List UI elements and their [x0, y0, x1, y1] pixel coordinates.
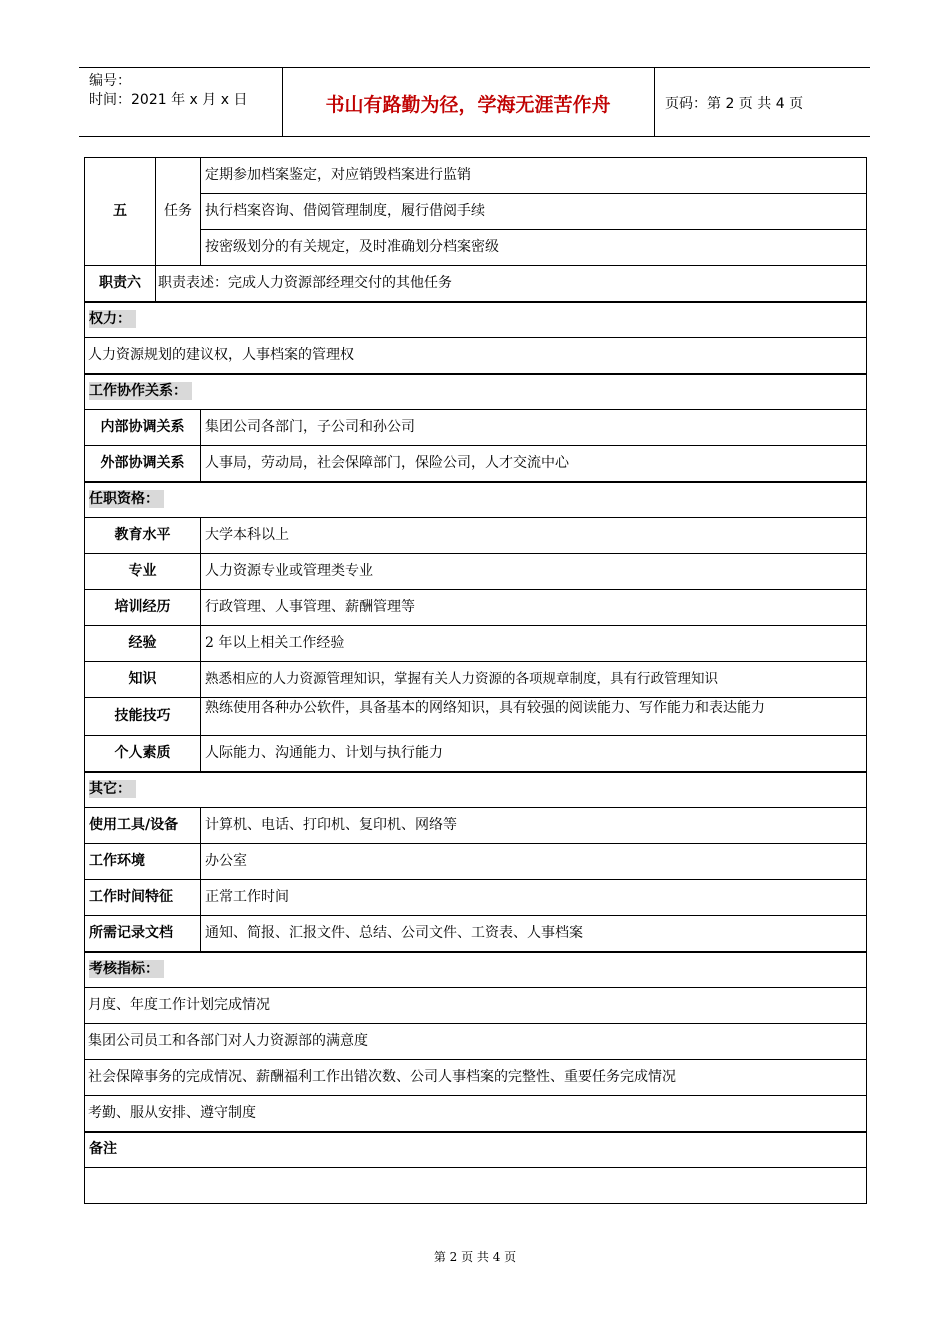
duty6-row [85, 266, 867, 302]
qualification-label: 专业 [85, 554, 201, 590]
other-value: 办公室 [201, 844, 867, 880]
qualification-row [85, 554, 867, 590]
other-label: 所需记录文档 [85, 916, 201, 952]
qualifications-title-text: 任职资格： [89, 490, 164, 508]
other-value: 通知、简报、汇报文件、总结、公司文件、工资表、人事档案 [201, 916, 867, 952]
qualification-row [85, 626, 867, 662]
duty6-label: 职责六 [85, 266, 156, 302]
duty5-row [85, 158, 867, 194]
kpi-item: 考勤、服从安排、遵守制度 [85, 1096, 867, 1132]
remarks-text [85, 1168, 867, 1204]
qualification-value: 行政管理、人事管理、薪酬管理等 [201, 590, 867, 626]
duty6-text: 职责表述：完成人力资源部经理交付的其他任务 [156, 266, 867, 302]
relations-row [85, 446, 867, 482]
page-footer: 第 2 页 共 4 页 [433, 1250, 517, 1264]
header-divider [654, 68, 655, 136]
duty5-task: 按密级划分的有关规定，及时准确划分档案密级 [201, 230, 867, 266]
qualification-value: 人力资源专业或管理类专业 [201, 554, 867, 590]
authority-title [85, 302, 867, 338]
kpi-title [85, 952, 867, 988]
authority-title-text: 权力： [89, 310, 136, 328]
section-header-row [85, 302, 867, 338]
qualification-label: 经验 [85, 626, 201, 662]
external-relations-value: 人事局，劳动局，社会保障部门，保险公司，人才交流中心 [201, 446, 867, 482]
duty5-task: 执行档案咨询、借阅管理制度，履行借阅手续 [201, 194, 867, 230]
other-row [85, 844, 867, 880]
kpi-title-text: 考核指标： [89, 960, 164, 978]
job-description-table [84, 157, 867, 1204]
qualification-value: 人际能力、沟通能力、计划与执行能力 [201, 736, 867, 772]
qualification-label: 个人素质 [85, 736, 201, 772]
qualification-row [85, 736, 867, 772]
relations-title [85, 374, 867, 410]
header-meta [89, 72, 247, 110]
qualification-label: 技能技巧 [85, 698, 201, 736]
other-value: 计算机、电话、打印机、复印机、网络等 [201, 808, 867, 844]
section-header-row [85, 374, 867, 410]
kpi-row [85, 1024, 867, 1060]
qualification-value: 大学本科以上 [201, 518, 867, 554]
qualification-value: 熟悉相应的人力资源管理知识，掌握有关人力资源的各项规章制度，具有行政管理知识 [201, 662, 867, 698]
other-row [85, 808, 867, 844]
qualifications-title [85, 482, 867, 518]
kpi-row [85, 988, 867, 1024]
other-label: 工作环境 [85, 844, 201, 880]
duty5-row [85, 194, 867, 230]
kpi-item: 集团公司员工和各部门对人力资源部的满意度 [85, 1024, 867, 1060]
other-title [85, 772, 867, 808]
external-relations-label: 外部协调关系 [85, 446, 201, 482]
page-header [79, 67, 870, 137]
internal-relations-label: 内部协调关系 [85, 410, 201, 446]
relations-title-text: 工作协作关系： [89, 382, 192, 400]
kpi-row [85, 1060, 867, 1096]
time-label: 时间：2021 年 x 月 x 日 [89, 92, 248, 108]
qualification-value: 2 年以上相关工作经验 [201, 626, 867, 662]
qualification-label: 教育水平 [85, 518, 201, 554]
qualification-label: 培训经历 [85, 590, 201, 626]
other-value: 正常工作时间 [201, 880, 867, 916]
number-label: 编号： [89, 73, 131, 89]
qualification-row [85, 662, 867, 698]
section-header-row [85, 952, 867, 988]
qualification-row [85, 698, 867, 736]
duty5-number: 五 [85, 158, 156, 266]
other-label: 使用工具/设备 [85, 808, 201, 844]
qualification-value: 熟练使用各种办公软件，具备基本的网络知识，具有较强的阅读能力、写作能力和表达能力 [201, 698, 867, 736]
other-row [85, 880, 867, 916]
kpi-item: 月度、年度工作计划完成情况 [85, 988, 867, 1024]
authority-text: 人力资源规划的建议权，人事档案的管理权 [85, 338, 867, 374]
other-row [85, 916, 867, 952]
authority-row [85, 338, 867, 374]
header-page-info: 页码：第 2 页 共 4 页 [665, 96, 804, 112]
duty5-sub-label: 任务 [156, 158, 201, 266]
kpi-row [85, 1096, 867, 1132]
qualification-row [85, 590, 867, 626]
duty5-task: 定期参加档案鉴定，对应销毁档案进行监销 [201, 158, 867, 194]
qualification-row [85, 518, 867, 554]
other-label: 工作时间特征 [85, 880, 201, 916]
section-header-row [85, 772, 867, 808]
other-title-text: 其它： [89, 780, 136, 798]
section-header-row [85, 1132, 867, 1168]
internal-relations-value: 集团公司各部门，子公司和孙公司 [201, 410, 867, 446]
section-header-row [85, 482, 867, 518]
qualification-label: 知识 [85, 662, 201, 698]
header-motto: 书山有路勤为径，学海无涯苦作舟 [325, 94, 611, 116]
remarks-row [85, 1168, 867, 1204]
duty5-row [85, 230, 867, 266]
relations-row [85, 410, 867, 446]
kpi-item: 社会保障事务的完成情况、薪酬福利工作出错次数、公司人事档案的完整性、重要任务完成情况 [85, 1060, 867, 1096]
remarks-title: 备注 [85, 1132, 867, 1168]
